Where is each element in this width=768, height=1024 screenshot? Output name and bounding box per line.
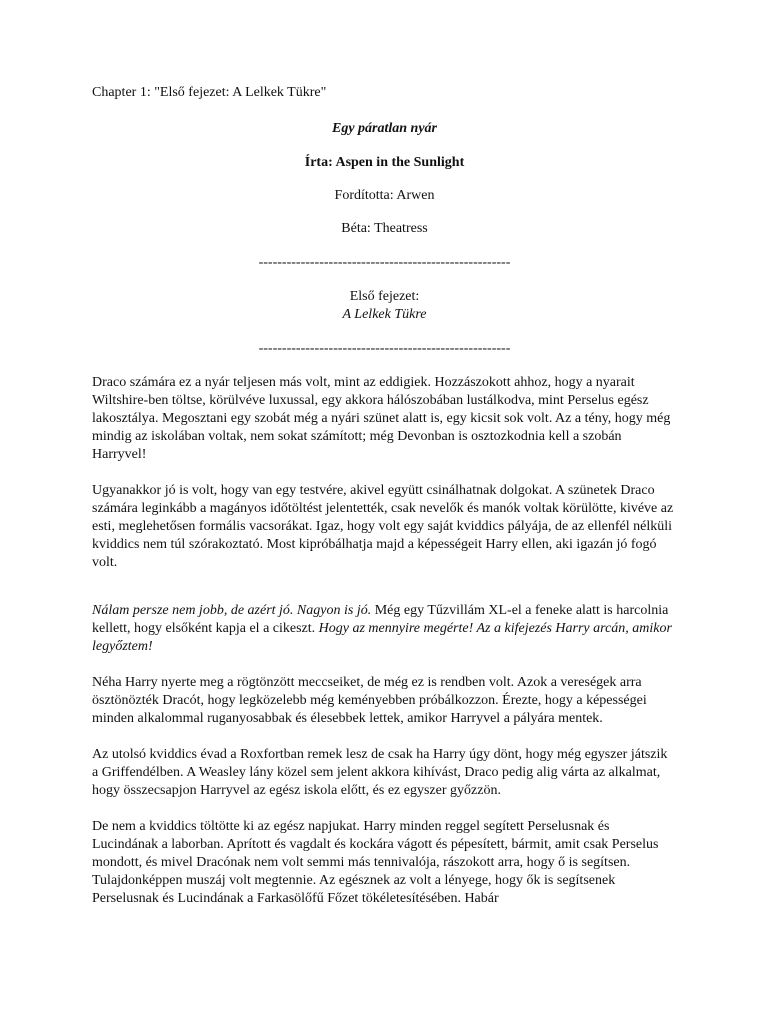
paragraph-5: Az utolsó kviddics évad a Roxfortban remek lesz de csak ha Harry úgy dönt, hogy még egyszer játszik a Griffendélben. A Weasley lány közel sem jelent akkora kihívást, Draco pedig alig várta az alkalmat, hogy összecsapjon Harryvel az egész iskola előtt, és ez egyszer győzzön. (92, 747, 668, 798)
chapter-subheading-number: Első fejezet: (349, 289, 420, 304)
chapter-subheading-title: A Lelkek Tükre (342, 307, 427, 322)
beta-reader-line: Béta: Theatress (341, 221, 428, 236)
paragraph-2: Ugyanakkor jó is volt, hogy van egy testvére, akivel együtt csinálhatnak dolgokat. A szünetek Draco számára leginkább a magányos időtöltést jelentették, csak nevelők és manók voltak körülötte, kivéve az esti, meglehetősen formális vacsorákat. Igaz, hogy volt egy saját kviddics pályája, de az ellenfél nélküli kviddics nem túl szórakoztató. Most kipróbálhatja majd a képességeit Harry ellen, aki igazán jó fogó volt. (92, 483, 674, 570)
document-page (92, 84, 677, 926)
paragraph-3-text: Még egy Tűzvillám XL-el a feneke alatt is harcolnia kellett, hogy elsőként kapja el a cikeszt. (92, 603, 669, 636)
chapter-subheading (92, 288, 677, 324)
paragraph-3 (92, 602, 677, 656)
paragraph-3-thought-1: Nálam persze nem jobb, de azért jó. Nagyon is jó. (92, 603, 372, 618)
divider-bottom: ------------------------------------------------------ (258, 341, 511, 356)
paragraph-1: Draco számára ez a nyár teljesen más volt, mint az eddigiek. Hozzászokott ahhoz, hogy a nyarait Wiltshire-ben töltse, körülvéve luxussal, egy akkora hálószobában lustálkodva, mint Perselus egész lakosztálya. Megosztani egy szobát még a nyári szünet alatt is, egy kicsit sok volt. Az a tény, hogy még mindig az iskolában voltak, nem sokat számított; még Devonban is osztozkodnia kell a szobán Harryvel! (92, 375, 671, 462)
chapter-line: Chapter 1: "Első fejezet: A Lelkek Tükre" (92, 85, 327, 100)
author-line: Írta: Aspen in the Sunlight (304, 155, 465, 170)
paragraph-4: Néha Harry nyerte meg a rögtönzött meccseiket, de még ez is rendben volt. Azok a vereségek arra ösztönözték Dracót, hogy legközelebb még keményebben próbálkozzon. Érezte, hogy a képességei minden alkalommal ruganyosabbak és élesebbek lettek, amikor Harryvel a pályára mentek. (92, 675, 647, 726)
paragraph-6: De nem a kviddics töltötte ki az egész napjukat. Harry minden reggel segített Perselusnak és Lucindának a laborban. Aprított és vagdalt és kockára vágott és pépesített, bármit, amit csak Perselus mondott, és mivel Dracónak nem volt semmi más tennivalója, rászokott arra, hogy ő is segítsen. Tulajdonképpen muszáj volt megtennie. Az egésznek az volt a lényege, hogy ők is segítsenek Perselusnak és Lucindának a Farkasölőfű Főzet tökéletesítésében. Habár (92, 819, 659, 906)
book-title: Egy páratlan nyár (331, 121, 437, 136)
paragraph-3-thought-2: Hogy az mennyire megérte! Az a kifejezés Harry arcán, amikor legyőztem! (92, 621, 672, 654)
translator-line: Fordította: Arwen (334, 188, 435, 203)
divider-top: ------------------------------------------------------ (258, 255, 511, 270)
